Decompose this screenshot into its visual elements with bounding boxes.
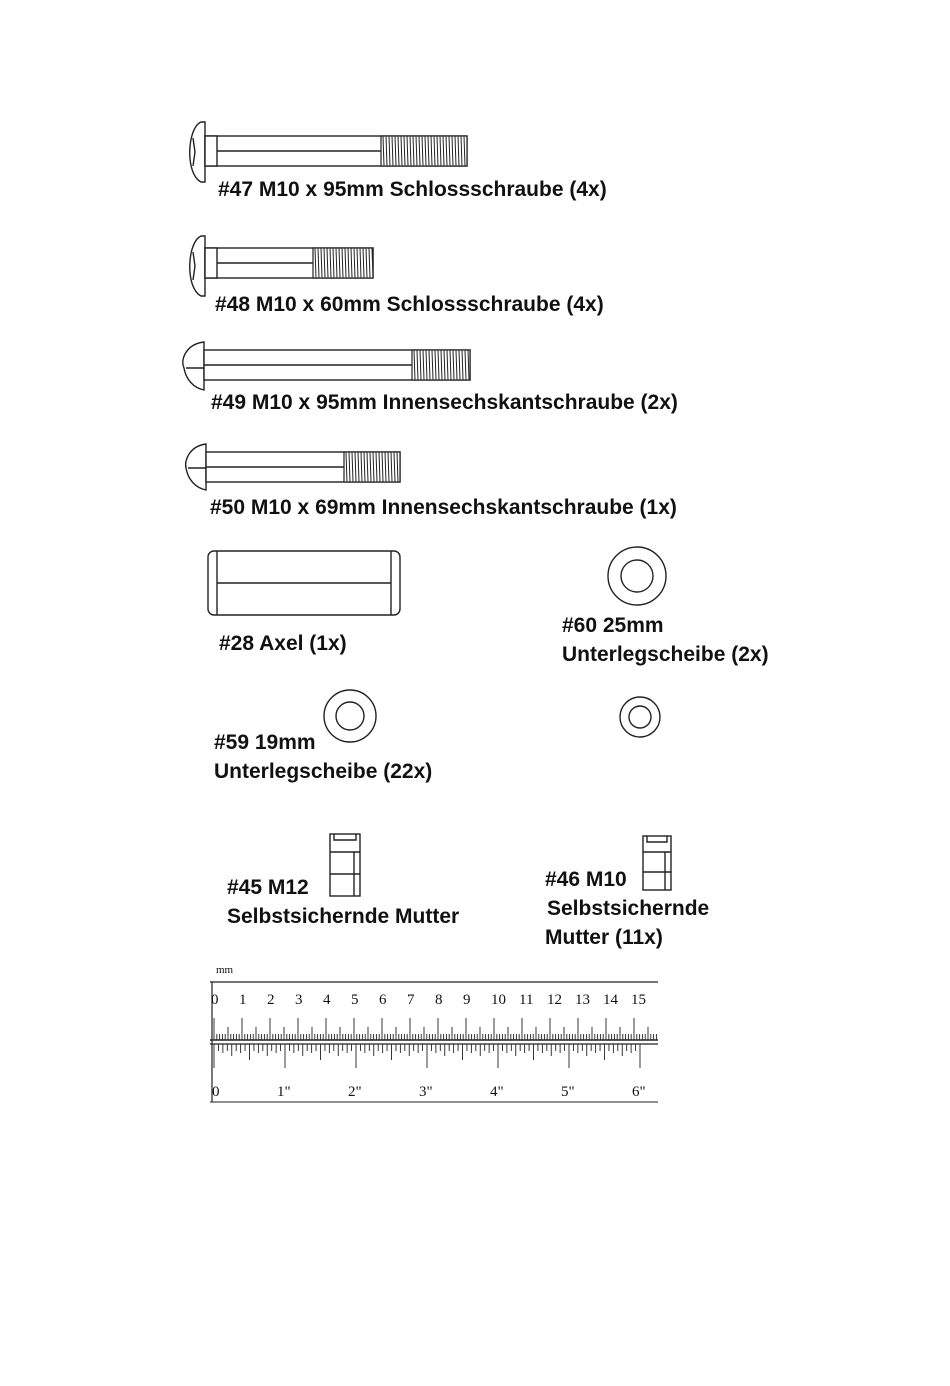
part-45-label-line1: #45 M12 [227,876,309,899]
part-59-label-line1: #59 19mm [214,731,316,754]
cm-label: 13 [575,992,590,1008]
inch-label: 2" [348,1084,362,1100]
part-47-label: #47 M10 x 95mm Schlossschraube (4x) [218,178,607,201]
washer-60-drawing [606,545,670,609]
socket-screw-50-drawing [184,440,414,496]
part-59-label-line2: Unterlegscheibe (22x) [214,760,433,783]
inch-label: 6" [632,1084,646,1100]
cm-label: 11 [519,992,534,1008]
cm-label: 9 [463,992,471,1008]
measurement-ruler [210,962,660,1107]
ruler-unit-label: mm [216,964,234,976]
washer-59-drawing [322,688,380,746]
inch-label: 5" [561,1084,575,1100]
part-60-label-line2: Unterlegscheibe (2x) [562,643,769,666]
axle-28-drawing [205,548,405,620]
small-washer-drawing [618,695,664,741]
cm-label: 0 [211,992,219,1008]
cm-label: 12 [547,992,562,1008]
part-50-label: #50 M10 x 69mm Innensechskantschraube (1x) [210,496,677,519]
cm-label: 6 [379,992,387,1008]
cm-label: 7 [407,992,415,1008]
cm-label: 2 [267,992,275,1008]
part-49-label: #49 M10 x 95mm Innensechskantschraube (2x) [211,391,678,414]
part-46-label-line1: #46 M10 [545,868,627,891]
inch-label: 0 [212,1084,220,1100]
cm-label: 5 [351,992,359,1008]
cm-label: 15 [631,992,646,1008]
part-60-label-line1: #60 25mm [562,614,664,637]
nut-46-drawing [640,834,676,892]
cm-label: 4 [323,992,331,1008]
cm-label: 14 [603,992,618,1008]
part-28-label: #28 Axel (1x) [219,632,347,655]
socket-screw-49-drawing [180,338,480,394]
cm-label: 10 [491,992,506,1008]
cm-label: 8 [435,992,443,1008]
cm-label: 3 [295,992,303,1008]
inch-label: 4" [490,1084,504,1100]
part-46-label-line2: Selbstsichernde [547,897,710,920]
nut-45-drawing [326,832,366,898]
cm-label: 1 [239,992,247,1008]
inch-label: 3" [419,1084,433,1100]
part-45-label-line2: Selbstsichernde Mutter [227,905,460,928]
inch-label: 1" [277,1084,291,1100]
part-46-label-line3: Mutter (11x) [545,926,663,949]
part-48-label: #48 M10 x 60mm Schlossschraube (4x) [215,293,604,316]
